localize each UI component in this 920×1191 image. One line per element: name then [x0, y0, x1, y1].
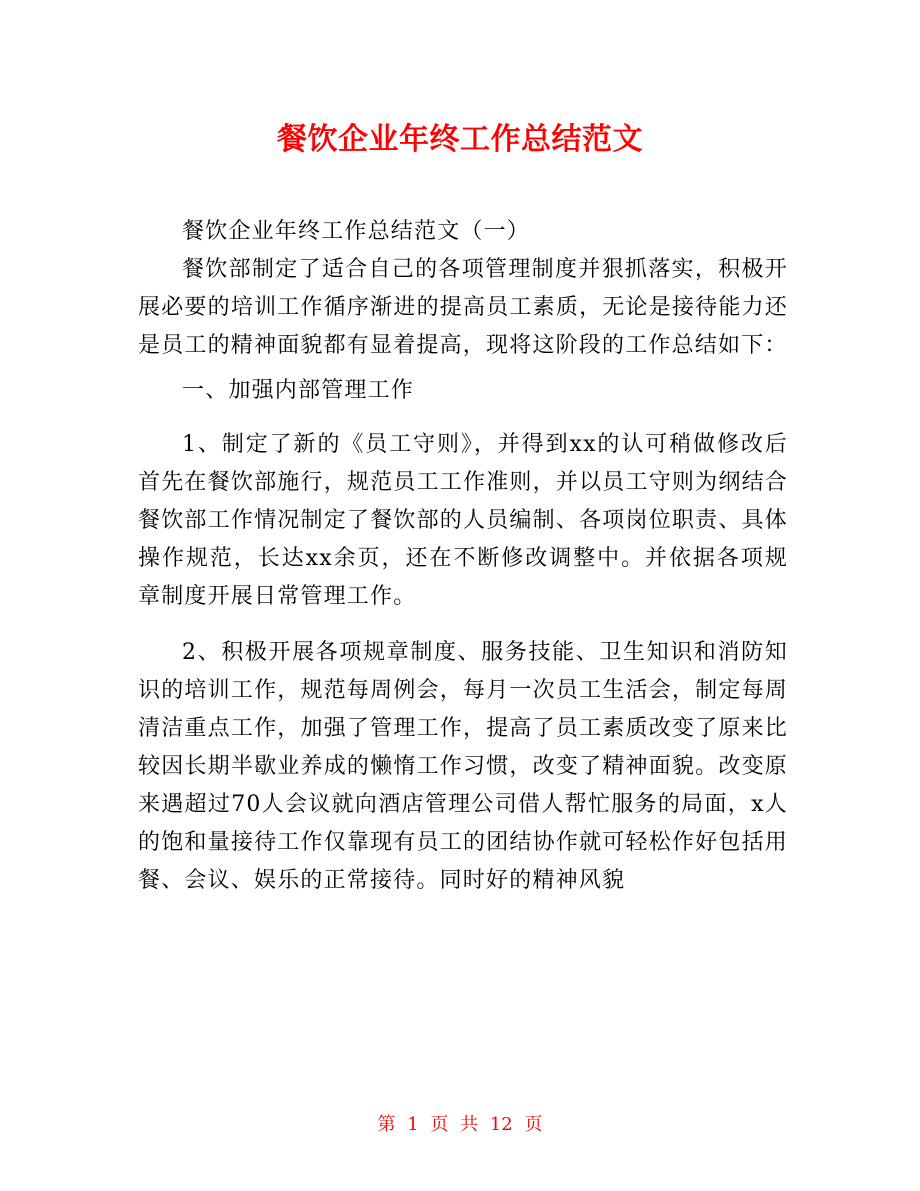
document-body: [138, 213, 788, 900]
intro-paragraph: 餐饮部制定了适合自己的各项管理制度并狠抓落实，积极开展必要的培训工作循序渐进的提高员工素质，无论是接待能力还是员工的精神面貌都有显着提高，现将这阶段的工作总结如下：: [138, 257, 788, 358]
document-title: 餐饮企业年终工作总结范文: [277, 122, 643, 157]
section-heading: 餐饮企业年终工作总结范文（一）: [182, 219, 531, 244]
sub-heading: 一、加强内部管理工作: [182, 378, 415, 403]
page-footer: 第 1 页 共 12 页: [377, 1114, 543, 1135]
paragraph-item-2: 2、积极开展各项规章制度、服务技能、卫生知识和消防知识的培训工作，规范每周例会，每月一次员工生活会，制定每周清洁重点工作，加强了管理工作，提高了员工素质改变了原来比较因长期半歇业养成的懒惰工作习惯，改变了精神面貌。改变原来遇超过70人会议就向酒店管理公司借人帮忙服务的局面，x人的饱和量接待工作仅靠现有员工的团结协作就可轻松作好包括用餐、会议、娱乐的正常接待。同时好的精神风貌: [138, 640, 788, 893]
paragraph-item-1: 1、制定了新的《员工守则》，并得到xx的认可稍做修改后首先在餐饮部施行，规范员工工作准则，并以员工守则为纲结合餐饮部工作情况制定了餐饮部的人员编制、各项岗位职责、具体操作规范，长达xx余页，还在不断修改调整中。并依据各项规章制度开展日常管理工作。: [138, 432, 788, 609]
